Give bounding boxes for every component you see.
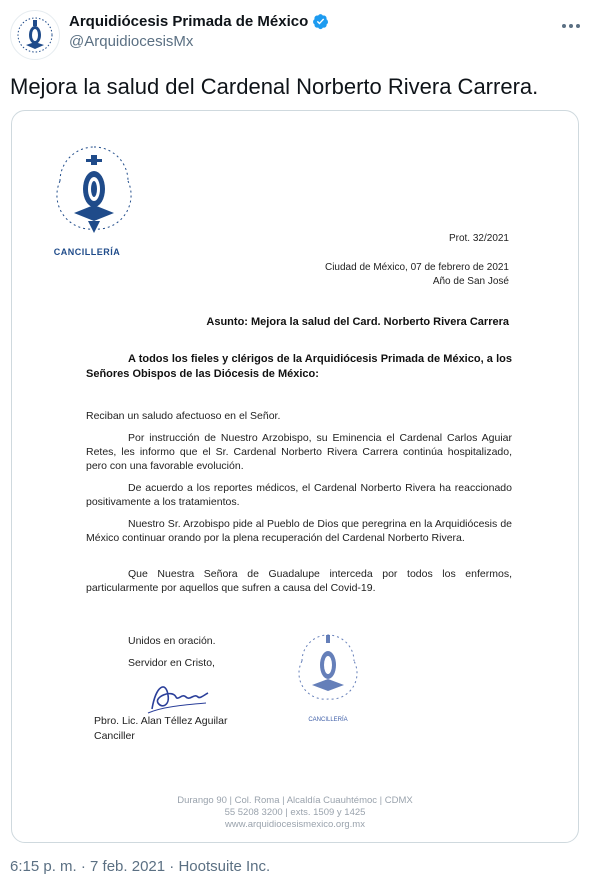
client-link[interactable]: Hootsuite Inc.	[178, 858, 271, 875]
footer-address: Durango 90 | Col. Roma | Alcaldía Cuauhtémoc | CDMX	[177, 795, 413, 806]
archdiocese-emblem-icon	[54, 141, 134, 261]
author-name-row	[69, 13, 329, 30]
year-name: Año de San José	[432, 276, 509, 287]
tweet-meta	[10, 858, 270, 875]
tweet-header	[10, 6, 591, 56]
more-options-icon[interactable]	[559, 14, 583, 38]
timestamp[interactable]: 6:15 p. m. · 7 feb. 2021	[10, 858, 166, 875]
closing-line: Unidos en oración.	[128, 635, 216, 647]
ellipsis-icon	[561, 23, 581, 29]
verified-badge-icon	[312, 13, 329, 30]
greeting-heading: A todos los fieles y clérigos de la Arquidiócesis Primada de México, a los Señores Obispos de las Diócesis de México:	[86, 353, 512, 380]
letter-document	[12, 111, 578, 842]
protocol-number: Prot. 32/2021	[448, 233, 509, 244]
display-name[interactable]: Arquidiócesis Primada de México	[69, 13, 309, 30]
paragraph: Nuestro Sr. Arzobispo pide al Pueblo de Dios que peregrina en la Arquidiócesis de México continuar orando por la plena recuperación del Cardenal Norberto Rivera.	[86, 518, 512, 544]
signer-name: Pbro. Lic. Alan Téllez Aguilar	[94, 715, 228, 727]
author-handle[interactable]: @ArquidiocesisMx	[69, 33, 194, 50]
paragraph: Reciban un saludo afectuoso en el Señor.	[86, 410, 281, 422]
archdiocese-emblem-icon	[15, 15, 55, 55]
closing-line: Servidor en Cristo,	[128, 657, 215, 669]
footer-website: www.arquidiocesismexico.org.mx	[225, 819, 365, 830]
stamp-label: CANCILLERÍA	[308, 717, 348, 723]
meta-separator: ·	[165, 858, 179, 875]
paragraph: Que Nuestra Señora de Guadalupe interceda por todos los enfermos, particularmente por aquellos que sufren a causa del Covid-19.	[86, 568, 512, 594]
signer-title: Canciller	[94, 730, 135, 742]
subject-line: Asunto: Mejora la salud del Card. Norberto Rivera Carrera	[206, 316, 509, 328]
paragraph: Por instrucción de Nuestro Arzobispo, su Eminencia el Cardenal Carlos Aguiar Retes, les informo que el Sr. Cardenal Norberto Rivera Carrera continúa hospitalizado, pero con una favorable evolución.	[86, 432, 512, 472]
signature	[142, 675, 212, 719]
tweet-media-image[interactable]	[11, 110, 579, 843]
footer-phone: 55 5208 3200 | exts. 1509 y 1425	[224, 807, 366, 818]
paragraph: De acuerdo a los reportes médicos, el Cardenal Norberto Rivera ha reaccionado positivamente a los tratamientos.	[86, 482, 512, 508]
seal-stamp	[296, 621, 360, 731]
place-date: Ciudad de México, 07 de febrero de 2021	[324, 262, 509, 273]
department-label: CANCILLERÍA	[53, 247, 121, 257]
avatar[interactable]	[10, 10, 60, 60]
tweet-text: Mejora la salud del Cardenal Norberto Rivera Carrera.	[10, 74, 539, 99]
